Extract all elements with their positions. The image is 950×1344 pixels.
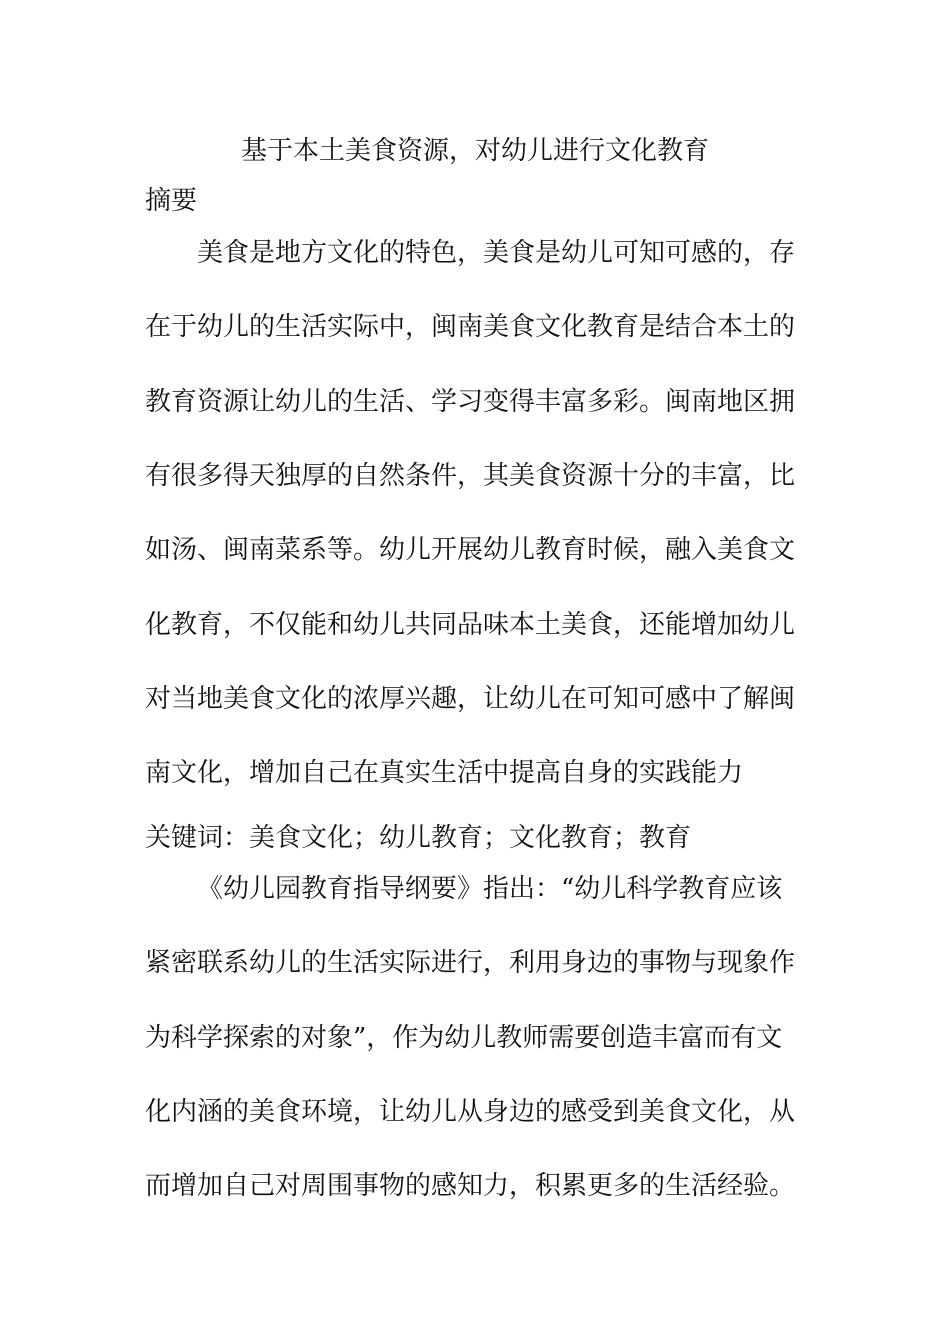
abstract-line: 美食是地方文化的特色，美食是幼儿可知可感的，存 — [197, 238, 796, 268]
body-line: 《幼儿园教育指导纲要》指出：“幼儿科学教育应该 — [197, 874, 783, 904]
abstract-line: 如汤、闽南菜系等。幼儿开展幼儿教育时候，融入美食文 — [145, 535, 796, 565]
body-line: 而增加自己对周围事物的感知力，积累更多的生活经验。 — [145, 1171, 796, 1201]
document-title: 基于本土美食资源，对幼儿进行文化教育 — [240, 136, 709, 166]
abstract-line: 教育资源让幼儿的生活、学习变得丰富多彩。闽南地区拥 — [145, 387, 796, 417]
abstract-heading: 摘要 — [145, 186, 198, 216]
keywords-line: 关键词：美食文化；幼儿教育；文化教育；教育 — [145, 823, 692, 853]
body-line: 紧密联系幼儿的生活实际进行，利用身边的事物与现象作 — [145, 948, 796, 978]
abstract-line: 有很多得天独厚的自然条件，其美食资源十分的丰富，比 — [145, 461, 796, 491]
abstract-line: 对当地美食文化的浓厚兴趣，让幼儿在可知可感中了解闽 — [145, 684, 796, 714]
abstract-line: 南文化，增加自己在真实生活中提高自身的实践能力 — [145, 758, 744, 788]
body-line: 为科学探索的对象”，作为幼儿教师需要创造丰富而有文 — [145, 1023, 783, 1053]
body-line: 化内涵的美食环境，让幼儿从身边的感受到美食文化，从 — [145, 1097, 796, 1127]
abstract-line: 在于幼儿的生活实际中，闽南美食文化教育是结合本土的 — [145, 312, 796, 342]
abstract-line: 化教育，不仅能和幼儿共同品味本土美食，还能增加幼儿 — [145, 610, 796, 640]
